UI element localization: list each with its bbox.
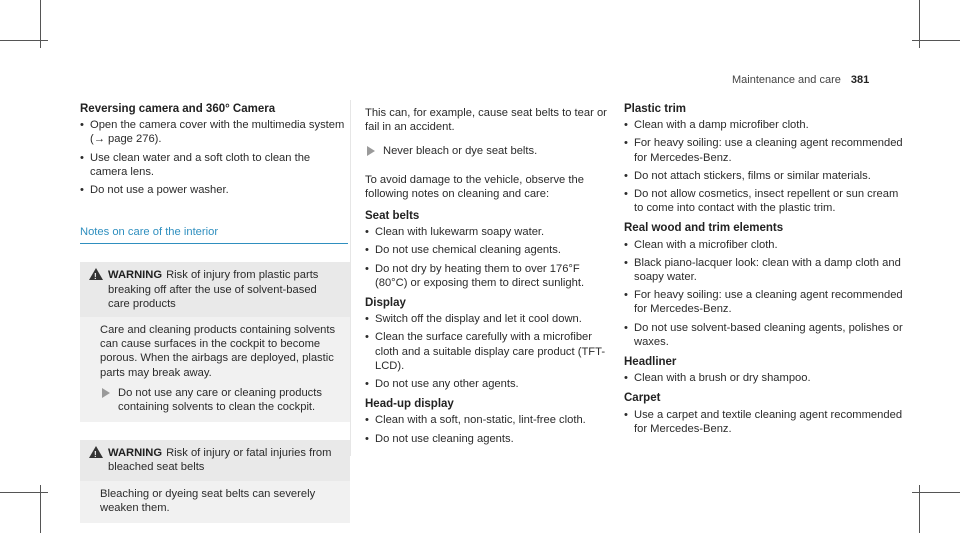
list-item: • Do not attach stickers, films or similar materials.: [624, 169, 904, 183]
list-item: • Do not use any other agents.: [365, 377, 610, 391]
display-list: [365, 312, 610, 391]
list-item: • For heavy soiling: use a cleaning agent recommended for Mercedes-Benz.: [624, 136, 904, 164]
instruction: [100, 386, 340, 414]
crop-mark: [0, 492, 48, 493]
header-title: Maintenance and care: [732, 74, 841, 86]
instruction-arrow-icon: [367, 146, 375, 156]
list-item: • Switch off the display and let it cool down.: [365, 312, 610, 326]
warning-header: [80, 262, 350, 317]
list-item: • Do not use solvent-based cleaning agents, polishes or waxes.: [624, 321, 904, 349]
warning-text: Care and cleaning products containing solvents can cause surfaces in the cockpit to become porous. When the airbags are deployed, plastic parts may break away.: [100, 324, 336, 379]
warning-body: [80, 481, 350, 523]
reversing-list: [80, 118, 350, 197]
warning-label: WARNING: [108, 269, 163, 282]
list-item: • Clean with a damp microfiber cloth.: [624, 118, 904, 132]
plastic-heading: Plastic trim: [624, 103, 686, 115]
list-item: • Open the camera cover with the multimedia system (→ page 276).: [80, 118, 350, 146]
wood-heading: Real wood and trim elements: [624, 222, 784, 235]
intro-text: To avoid damage to the vehicle, observe the following notes on cleaning and care:: [365, 173, 584, 200]
list-item: • Clean with a microfiber cloth.: [624, 238, 904, 252]
list-item: • Do not use cleaning agents.: [365, 432, 610, 446]
list-item: • Do not allow cosmetics, insect repellent or sun cream to come into contact with the plastic trim.: [624, 187, 904, 215]
list-item: • Clean with a soft, non-static, lint-free cloth.: [365, 413, 610, 427]
list-item: • Do not use chemical cleaning agents.: [365, 243, 610, 257]
column-3: [624, 102, 904, 440]
notes-section-title: Notes on care of the interior: [80, 225, 348, 244]
list-item: • Clean with a brush or dry shampoo.: [624, 371, 904, 385]
carpet-heading: Carpet: [624, 392, 661, 405]
list-item: • Clean the surface carefully with a microfiber cloth and a suitable display care product (TFT-LCD).: [365, 330, 610, 373]
warning-label: WARNING: [108, 447, 163, 460]
instruction-arrow-icon: [102, 388, 110, 398]
list-item: • For heavy soiling: use a cleaning agent recommended for Mercedes-Benz.: [624, 288, 904, 316]
warning-body: [80, 317, 350, 422]
plastic-list: [624, 118, 904, 215]
hud-heading: Head-up display: [365, 398, 454, 411]
list-item: • Black piano-lacquer look: clean with a damp cloth and soapy water.: [624, 256, 904, 284]
warning-header: [80, 440, 350, 480]
instruction-text: Do not use any care or cleaning products containing solvents to clean the cockpit.: [118, 386, 322, 414]
warning-triangle-icon: [89, 446, 103, 458]
column-1: [80, 102, 350, 523]
crop-mark: [912, 40, 960, 41]
seat-belts-heading: Seat belts: [365, 210, 420, 223]
warning-headline: Risk of injury from plastic parts breaking off after the use of solvent-based care products: [108, 269, 319, 310]
warning-continuation: This can, for example, cause seat belts to tear or fail in an accident.: [365, 107, 607, 134]
list-item: • Clean with lukewarm soapy water.: [365, 225, 610, 239]
column-2: [350, 100, 610, 456]
list-item: • Use clean water and a soft cloth to clean the camera lens.: [80, 151, 350, 179]
warning-headline: Risk of injury or fatal injuries from bleached seat belts: [108, 447, 332, 474]
warning-triangle-icon: [89, 268, 103, 280]
headliner-list: [624, 371, 904, 385]
crop-mark: [912, 492, 960, 493]
wood-list: [624, 238, 904, 349]
display-heading: Display: [365, 297, 406, 310]
crop-mark: [0, 40, 48, 41]
instruction-text: Never bleach or dye seat belts.: [383, 145, 538, 158]
list-item: • Do not use a power washer.: [80, 183, 350, 197]
page-number: 381: [850, 74, 870, 86]
carpet-list: [624, 408, 904, 436]
headliner-heading: Headliner: [624, 356, 677, 369]
reversing-heading: Reversing camera and 360° Camera: [80, 103, 276, 115]
instruction: [365, 144, 610, 158]
warning-box-plastic: [80, 262, 350, 422]
page-header: [732, 74, 869, 86]
list-item: • Do not dry by heating them to over 176°F (80°C) or exposing them to direct sunlight.: [365, 262, 610, 290]
seat-belts-list: [365, 225, 610, 290]
hud-list: [365, 413, 610, 445]
list-item: • Use a carpet and textile cleaning agent recommended for Mercedes-Benz.: [624, 408, 904, 436]
warning-text: Bleaching or dyeing seat belts can severely weaken them.: [100, 487, 316, 514]
warning-box-seatbelts: [80, 440, 350, 523]
